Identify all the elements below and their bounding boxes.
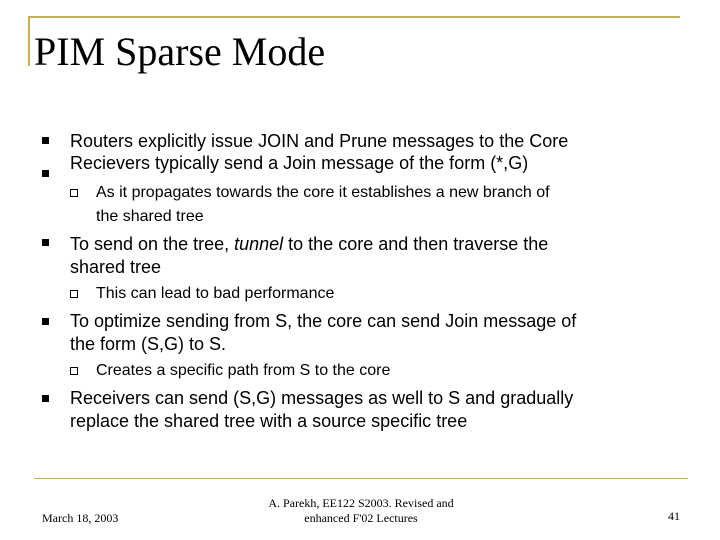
bullet-2-sub-line-1: As it propagates towards the core it establishes a new branch of <box>96 184 550 201</box>
bullet-4-line-2: the form (S,G) to S. <box>70 334 227 354</box>
bullet-4-line-1: To optimize sending from S, the core can send Join message of <box>70 311 577 331</box>
bullet-1-line-1: Routers explicitly issue JOIN and Prune messages to the Core <box>70 131 569 151</box>
slide-title: PIM Sparse Mode <box>34 29 326 74</box>
bullet-square-icon <box>42 395 49 402</box>
sub-bullet-hollow-square-icon <box>70 290 78 298</box>
bullet-square-icon <box>42 239 49 246</box>
footer-date: March 18, 2003 <box>42 511 119 525</box>
bullet-square-icon <box>42 137 49 144</box>
bullet-square-icon <box>42 170 49 177</box>
footer-credit-line-2: enhanced F'02 Lectures <box>304 511 418 525</box>
bullet-3-text-prefix: To send on the tree, <box>70 234 235 254</box>
bullet-3-emphasis: tunnel <box>234 234 284 254</box>
bullet-5-line-1: Receivers can send (S,G) messages as well to S and gradually <box>70 388 574 408</box>
bullet-3-line-1 <box>70 233 548 255</box>
bullet-3-line-2: shared tree <box>70 257 162 277</box>
bullet-5-line-2: replace the shared tree with a source specific tree <box>70 411 468 431</box>
bullet-3-text-suffix: to the core and then traverse the <box>283 234 549 254</box>
bullet-3-sub-line-1: This can lead to bad performance <box>96 285 335 302</box>
left-rule <box>28 16 30 66</box>
page-number: 41 <box>668 509 680 523</box>
bullet-2-sub-line-2: the shared tree <box>96 208 204 225</box>
bullet-square-icon <box>42 318 49 325</box>
sub-bullet-hollow-square-icon <box>70 189 78 197</box>
footer-credit-line-1: A. Parekh, EE122 S2003. Revised and <box>268 496 454 510</box>
sub-bullet-hollow-square-icon <box>70 367 78 375</box>
bullet-4-sub-line-1: Creates a specific path from S to the core <box>96 362 391 379</box>
footer-rule <box>34 478 688 479</box>
top-rule <box>28 16 680 18</box>
bullet-2-line-1: Recievers typically send a Join message of the form (*,G) <box>70 153 529 173</box>
